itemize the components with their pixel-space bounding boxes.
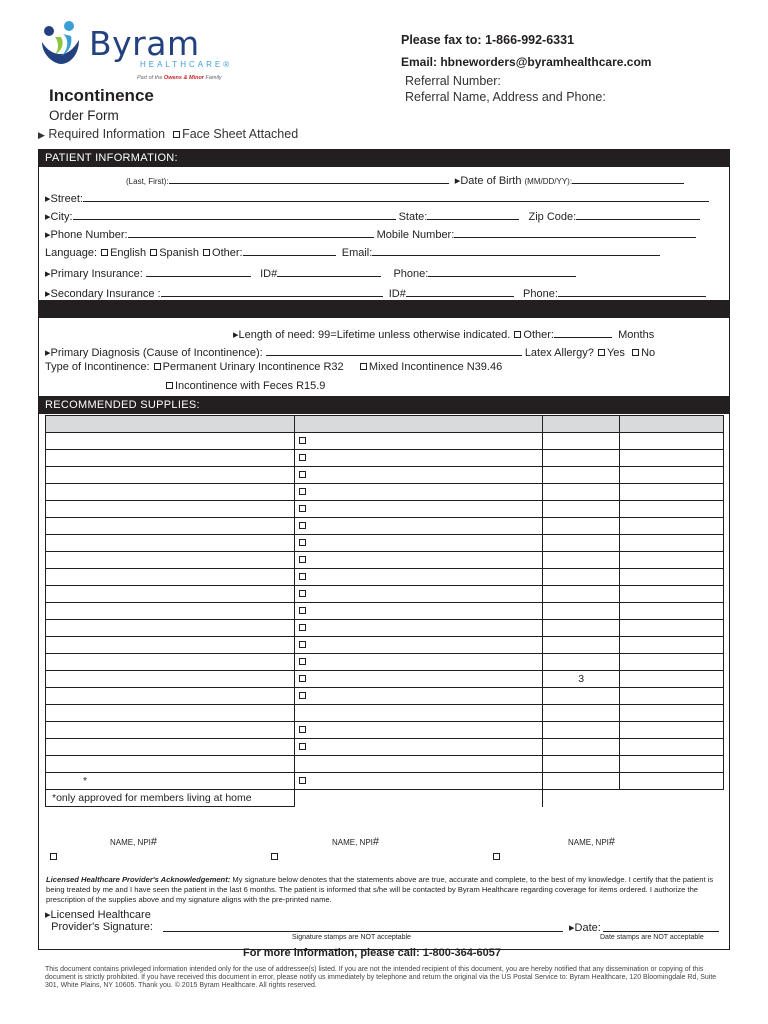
supply-option-cell [294,586,543,603]
table-row [46,569,724,586]
supply-option-cell [294,484,543,501]
table-row [46,705,724,722]
quantity-cell[interactable] [543,450,620,467]
npi-row: NAME, NPI# [110,836,158,848]
referral-number: Referral Number: [405,74,501,88]
quantity-cell[interactable] [543,552,620,569]
table-row [46,790,724,807]
quantity-cell[interactable] [543,620,620,637]
supply-option-cell [294,637,543,654]
signature-note: Signature stamps are NOT acceptable [292,934,411,941]
refill-cell[interactable] [620,773,724,790]
supply-option-cell [294,790,543,807]
supply-checkbox[interactable] [299,743,306,750]
primary-insurance-line[interactable]: ▸Primary Insurance: ID# Phone: [45,266,576,280]
supply-checkbox[interactable] [299,590,306,597]
table-row [46,484,724,501]
supply-item-cell[interactable] [46,586,295,603]
supply-item-cell[interactable] [46,569,295,586]
table-row [46,603,724,620]
supply-item-cell[interactable] [46,620,295,637]
supply-option-cell [294,433,543,450]
people-icon [39,20,83,66]
supply-checkbox[interactable] [299,624,306,631]
refill-cell[interactable] [620,620,724,637]
supply-checkbox[interactable] [299,539,306,546]
supply-option-cell [294,552,543,569]
table-row [46,586,724,603]
npi-checkbox-2[interactable] [271,853,278,860]
other-length-checkbox[interactable] [514,331,521,338]
supply-item-cell[interactable] [46,518,295,535]
supply-checkbox[interactable] [299,692,306,699]
supply-option-cell [294,518,543,535]
supply-item-cell[interactable] [46,535,295,552]
logo-wordmark: Byram [89,24,200,63]
diagnosis-bar [39,301,729,318]
supply-checkbox[interactable] [299,675,306,682]
latex-yes-checkbox[interactable] [598,349,605,356]
supply-checkbox[interactable] [299,505,306,512]
supply-option-cell [294,739,543,756]
quantity-cell[interactable] [543,501,620,518]
secondary-insurance-line[interactable]: ▸Secondary Insurance : ID# Phone: [45,286,706,300]
quantity-cell[interactable] [543,603,620,620]
supplies-bar: RECOMMENDED SUPPLIES: [39,397,729,414]
footer-info: For more information, please call: 1-800-364-6057 [243,947,501,959]
quantity-cell[interactable] [543,654,620,671]
acknowledgement-text: Licensed Healthcare Provider's Acknowledgement: My signature below denotes that the statements above are true, accurate and complete, to the best of my knowledge. I certify that the patient is being treated by me and I have seen the patient in the last 6 months. The patient is informed that s/he will be contacted by Byram Healthcare regarding coverage for items ordered. I authorize the prescription of the supplies above and my signature aligns with the pre-printed name. [46,875,714,904]
refill-cell[interactable] [620,484,724,501]
street-line[interactable]: ▸Street: [45,191,709,205]
supply-option-cell [294,722,543,739]
npi-row: NAME, NPI# [568,836,616,848]
supply-item-cell[interactable] [46,603,295,620]
supply-option-cell [294,756,543,773]
supplies-header-row [46,416,724,433]
other-language-checkbox[interactable] [203,249,210,256]
refill-cell[interactable] [620,688,724,705]
supply-option-cell [294,705,543,722]
face-sheet-checkbox[interactable] [173,131,180,138]
supply-item-cell[interactable] [46,654,295,671]
supply-item-cell[interactable] [46,467,295,484]
supply-item-cell[interactable] [46,501,295,518]
refill-cell[interactable] [620,518,724,535]
supply-option-cell [294,773,543,790]
primary-diagnosis-line[interactable]: ▸Primary Diagnosis (Cause of Incontinence): Latex Allergy? Yes No [45,347,656,359]
supply-item-cell[interactable]: * [46,773,295,790]
table-row [46,688,724,705]
supply-checkbox[interactable] [299,573,306,580]
supply-checkbox[interactable] [299,488,306,495]
table-row [46,518,724,535]
name-line[interactable]: (Last, First): ▸Date of Birth (MM/DD/YY): [126,173,684,187]
refill-cell[interactable] [620,586,724,603]
npi-checkbox-1[interactable] [50,853,57,860]
quantity-cell[interactable] [543,739,620,756]
refill-cell[interactable] [620,705,724,722]
logo-subtitle: HEALTHCARE® [140,60,233,69]
supplies-header-cell [620,416,724,433]
quantity-cell[interactable] [543,756,620,773]
quantity-cell[interactable] [543,637,620,654]
supply-checkbox[interactable] [299,641,306,648]
quantity-cell[interactable] [543,535,620,552]
quantity-cell[interactable] [543,484,620,501]
table-row [46,501,724,518]
table-row [46,535,724,552]
date-label: ▸Date: [569,922,601,934]
supply-checkbox[interactable] [299,522,306,529]
supply-option-cell [294,450,543,467]
supply-checkbox[interactable] [299,437,306,444]
length-of-need-line[interactable]: ▸Length of need: 99=Lifetime unless otherwise indicated. Other: Months [233,329,655,341]
refill-cell[interactable] [620,569,724,586]
refill-cell[interactable] [620,467,724,484]
feces-checkbox[interactable] [166,382,173,389]
incontinence-type-line[interactable]: Type of Incontinence: Permanent Urinary Incontinence R32 Mixed Incontinence N39.46 [45,361,503,373]
refill-cell[interactable] [620,654,724,671]
latex-no-checkbox[interactable] [632,349,639,356]
required-legend: ▶ Required Information Face Sheet Attached [38,127,299,141]
quantity-cell[interactable] [543,688,620,705]
table-row [46,671,724,688]
table-row [46,654,724,671]
spanish-checkbox[interactable] [150,249,157,256]
supply-option-cell [294,671,543,688]
supply-item-cell[interactable]: *only approved for members living at home [46,790,295,807]
feces-line[interactable]: Incontinence with Feces R15.9 [165,380,325,392]
supply-checkbox[interactable] [299,658,306,665]
supply-item-cell[interactable] [46,705,295,722]
supply-item-cell[interactable] [46,756,295,773]
quantity-cell[interactable] [543,467,620,484]
table-row [46,722,724,739]
supplies-header-cell [543,416,620,433]
quantity-cell[interactable] [543,433,620,450]
mixed-checkbox[interactable] [360,363,367,370]
supply-option-cell [294,569,543,586]
supply-checkbox[interactable] [299,556,306,563]
english-checkbox[interactable] [101,249,108,256]
supply-checkbox[interactable] [299,454,306,461]
quantity-cell[interactable] [543,586,620,603]
language-line[interactable]: Language: English Spanish Other: Email: [45,245,660,259]
table-row [46,467,724,484]
supply-item-cell[interactable] [46,450,295,467]
supplies-table [45,415,724,807]
supply-checkbox[interactable] [299,726,306,733]
referral-name: Referral Name, Address and Phone: [405,90,606,104]
quantity-cell[interactable] [543,705,620,722]
patient-info-bar: PATIENT INFORMATION: [39,150,729,167]
refill-cell[interactable] [620,637,724,654]
table-row [46,552,724,569]
supply-item-cell[interactable] [46,739,295,756]
table-row [46,433,724,450]
refill-cell[interactable] [620,535,724,552]
refill-cell[interactable] [620,501,724,518]
supply-item-cell[interactable] [46,722,295,739]
supply-option-cell [294,467,543,484]
supply-checkbox[interactable] [299,607,306,614]
form-title: Incontinence [49,86,154,105]
refill-cell[interactable] [620,450,724,467]
table-row [46,620,724,637]
refill-cell[interactable] [620,790,724,807]
supply-item-cell[interactable] [46,637,295,654]
quantity-cell[interactable] [543,569,620,586]
logo-tagline: Part of the Owens & Minor Family [137,75,222,81]
supply-item-cell[interactable] [46,688,295,705]
quantity-cell[interactable] [543,722,620,739]
table-row [46,637,724,654]
supply-checkbox[interactable] [299,777,306,784]
supply-item-cell[interactable] [46,671,295,688]
supply-option-cell [294,501,543,518]
refill-cell[interactable] [620,739,724,756]
npi-checkbox-3[interactable] [493,853,500,860]
supplies-header-cell [46,416,295,433]
urinary-checkbox[interactable] [154,363,161,370]
quantity-cell[interactable] [543,773,620,790]
table-row [46,756,724,773]
supply-option-cell [294,603,543,620]
form-subtitle: Order Form [49,108,119,123]
refill-cell[interactable] [620,722,724,739]
supply-option-cell [294,688,543,705]
supply-option-cell [294,654,543,671]
supply-item-cell[interactable] [46,433,295,450]
refill-cell[interactable] [620,552,724,569]
city-line[interactable]: ▸City: State: Zip Code: [45,209,700,223]
signature-label: ▸Licensed Healthcare Provider's Signature: [45,909,153,933]
table-row [46,739,724,756]
date-note: Date stamps are NOT acceptable [600,934,704,941]
fax-number: Please fax to: 1-866-992-6331 [401,33,575,47]
phone-line[interactable]: ▸Phone Number: Mobile Number: [45,227,696,241]
npi-row: NAME, NPI# [332,836,380,848]
signature-field[interactable] [163,921,563,932]
quantity-cell[interactable] [543,790,620,807]
email-address: Email: hbneworders@byramhealthcare.com [401,55,652,69]
refill-cell[interactable] [620,433,724,450]
refill-cell[interactable] [620,603,724,620]
quantity-cell[interactable]: 3 [543,671,620,688]
quantity-cell[interactable] [543,518,620,535]
supply-checkbox[interactable] [299,471,306,478]
footer-legal: This document contains privileged information intended only for the use of addressee(s) listed. If you are not the intended recipient of this document, you are hereby notified that any dissemination or copying of this document is strictly prohibited. If you have received this document in error, please notify us immediately by telephone and return the original via the US Postal Service to: Byram Healthcare, 120 Bloomingdale Rd, Suite 301, White Plains, NY 10605. Thank you. © 2015 Byram Healthcare. All rights reserved. [45,966,717,989]
supply-item-cell[interactable] [46,552,295,569]
supply-item-cell[interactable] [46,484,295,501]
refill-cell[interactable] [620,756,724,773]
supply-option-cell [294,535,543,552]
date-field[interactable] [603,921,719,932]
supplies-header-cell [294,416,543,433]
supply-option-cell [294,620,543,637]
table-row [46,773,724,790]
refill-cell[interactable] [620,671,724,688]
table-row [46,450,724,467]
